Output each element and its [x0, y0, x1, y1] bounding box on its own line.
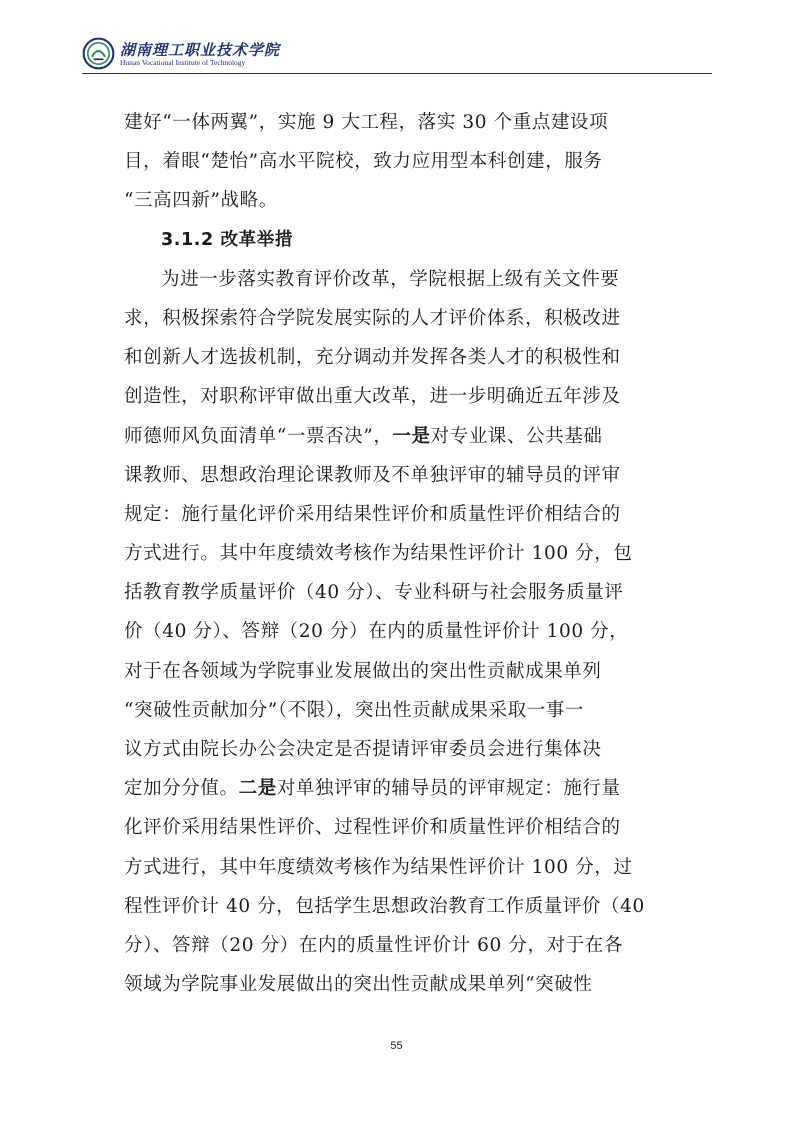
text-line: 和创新人才选拔机制，充分调动并发挥各类人才的积极性和 — [124, 347, 621, 369]
text-line: 目，着眼“楚怡”高水平院校，致力应用型本科创建，服务 — [124, 151, 603, 173]
school-name-english: Hunan Vocational Institute of Technology — [120, 58, 246, 67]
header-divider — [82, 73, 712, 74]
text-segment: 对单独评审的辅导员的评审规定：施行量 — [276, 778, 621, 800]
text-line: “三高四新”战略。 — [124, 190, 278, 212]
text-line: 创造性，对职称评审做出重大改革，进一步明确近五年涉及 — [124, 386, 621, 408]
emphasis-text: 一是 — [392, 425, 431, 447]
section-heading: 3.1.2 改革举措 — [161, 229, 293, 250]
text-line: 化评价采用结果性评价、过程性评价和质量性评价相结合的 — [124, 817, 621, 839]
text-line: 建好“一体两翼”，实施 9 大工程，落实 30 个重点建设项 — [124, 112, 609, 133]
emphasis-text: 二是 — [238, 778, 277, 800]
text-segment: 对专业课、公共基础 — [430, 425, 603, 447]
school-name: 湖南理工职业技术学院 — [120, 41, 281, 59]
page-header — [82, 34, 712, 74]
text-line: 分）、答辩（20 分）在内的质量性评价计 60 分，对于在各 — [124, 934, 623, 956]
text-segment: 定加分分值。 — [124, 778, 239, 800]
text-line: 方式进行。其中年度绩效考核作为结果性评价计 100 分，包 — [124, 543, 633, 565]
text-line: 课教师、思想政治理论课教师及不单独评审的辅导员的评审 — [124, 464, 621, 486]
text-line: 议方式由院长办公会决定是否提请评审委员会进行集体决 — [124, 739, 602, 760]
text-line: 对于在各领域为学院事业发展做出的突出性贡献成果单列 — [124, 660, 602, 682]
text-line: “突破性贡献加分”（不限），突出性贡献成果采取一事一 — [124, 699, 585, 721]
text-line: 领域为学院事业发展做出的突出性贡献成果单列“突破性 — [124, 974, 593, 996]
text-line — [124, 769, 674, 808]
text-line: 求，积极探索符合学院发展实际的人才评价体系，积极改进 — [124, 307, 621, 329]
text-line: 括教育教学质量评价（40 分）、专业科研与社会服务质量评 — [124, 582, 624, 604]
text-segment: 师德师风负面清单“一票否决”， — [124, 425, 393, 447]
text-line: 价（40 分）、答辩（20 分）在内的质量性评价计 100 分， — [124, 621, 629, 643]
text-line: 程性评价计 40 分，包括学生思想政治教育工作质量评价（40 — [124, 895, 645, 917]
text-line: 方式进行，其中年度绩效考核作为结果性评价计 100 分，过 — [124, 856, 633, 878]
text-line — [124, 417, 674, 456]
document-body — [124, 103, 674, 1004]
school-logo-icon — [82, 37, 115, 70]
text-line: 规定：施行量化评价采用结果性评价和质量性评价相结合的 — [124, 503, 621, 525]
text-line: 为进一步落实教育评价改革，学院根据上级有关文件要 — [161, 268, 620, 290]
page-number: 55 — [390, 1040, 403, 1052]
